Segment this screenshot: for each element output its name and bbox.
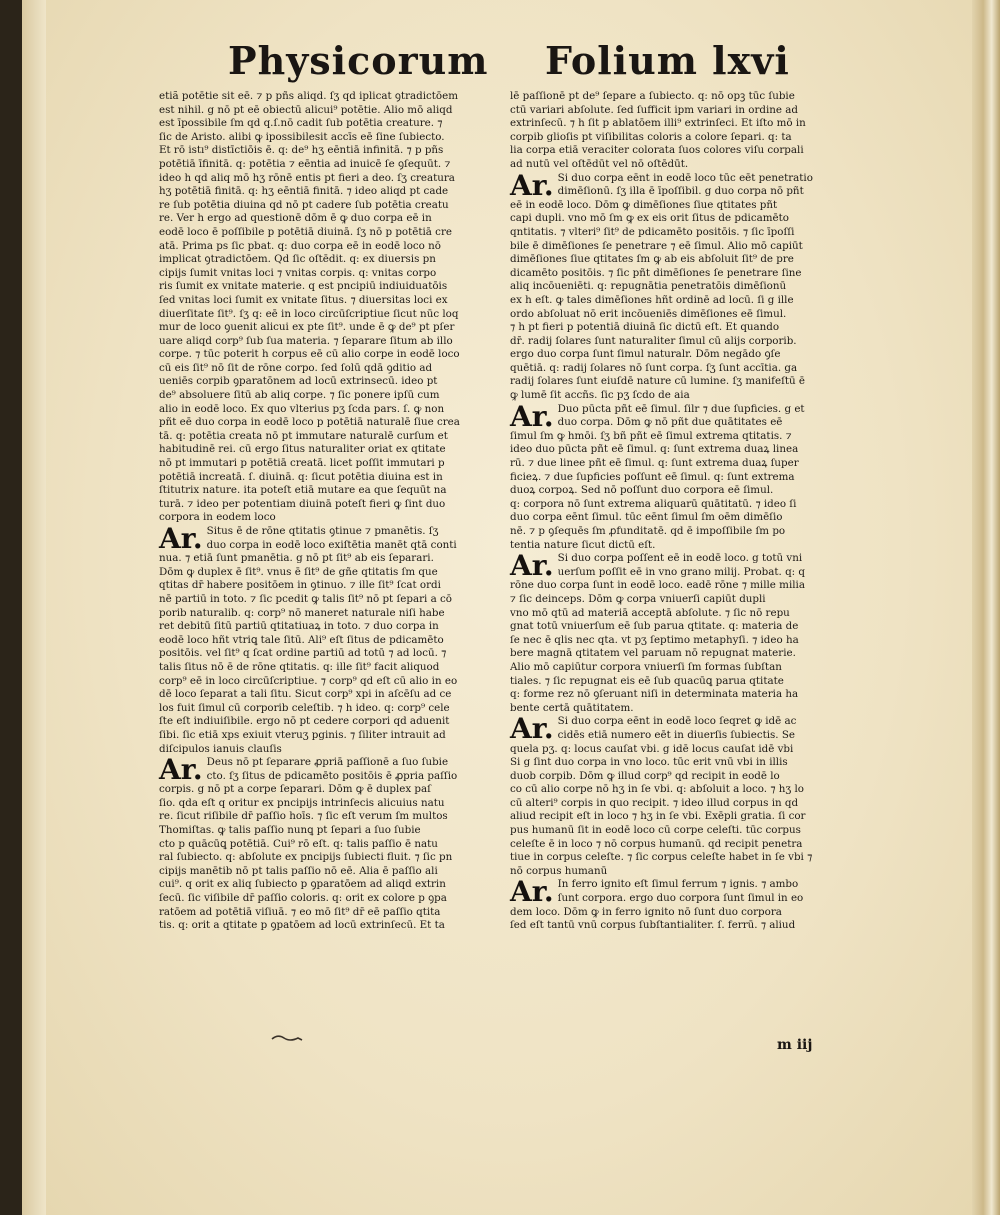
text-line: Dōm ꝙ duplex ē ſit⁹. vnus ē ſit⁹ de gñe qtitatis ſm que [159,565,438,578]
text-line: ris ſumit ex vnitate materie. q est pncipiū indiuiduatōis [159,280,448,293]
text-line: ſic de Aristo. alibi ꝙ ipossibilesit accīs eē ſine ſubiecto. [159,130,445,143]
paragraph-initial: Ar. [510,399,554,433]
text-line: ſte eſt indiuiſibile. ergo nō pt cedere corpori qd aduenit [159,715,450,728]
text-line: ral ſubiecto. q: abſolute ex pncipijs ſubiecti fluit. ⁊ ſic pn [159,851,453,864]
paragraph-initial: Ar. [510,875,554,909]
text-line: ad nutū vel oſtēdūt vel nō oſtēdūt. [510,157,689,170]
text-line: cipijs manētib nō pt talis paſſio nō eē. Alia ē paſſio ali [159,864,438,877]
text-line: lia corpa etiā veraciter colorata ſuos colores viſu corpali [510,144,804,157]
text-line: potētiā increatā. ſ. diuinā. q: ſicut potētia diuina est in [159,470,443,483]
text-line: pñt eē duo corpa in eodē loco p potētiā naturalē ſiue crea [159,416,460,429]
text-line: corpis. g nō pt a corpe ſeparari. Dōm ꝙ ē duplex paſ [159,783,431,796]
text-line: qtitas dr̄ habere positōem in ꝯtinuo. ⁊ ille ſit⁹ ſcat ordi [159,579,441,592]
text-line: Thomiſtas. ꝙ talis paſſio nunꝗ pt ſepari a ſuo ſubie [159,824,421,837]
text-line: corp⁹ eē in loco circūſcriptiue. ⁊ corp⁹ qd eſt cū alio in eo [159,674,458,687]
page-gutter [22,0,46,1215]
text-line: alio in eodē loco. Ex quo vlterius pʒ ſcda pars. ſ. ꝙ non [159,402,445,415]
text-line: eodē loco hñt vtriꝗ tale ſitū. Ali⁹ eſt ſitus de pdicamēto [159,633,444,646]
text-line: duob corpib. Dōm ꝙ illud corp⁹ qd recipit in eodē lo [510,769,780,782]
text-line: ſed vnitas loci ſumit ex vnitate ſitus. ⁊ diuersitas loci ex [159,293,448,306]
text-line: ret debitū ſitū partiū qtitatiuaꝝ in toto. ⁊ duo corpa in [159,620,439,633]
text-line: turā. ⁊ ideo per potentiam diuinā poteſt fieri ꝙ ſint duo [159,497,446,510]
text-line: q: corpora nō ſunt extrema aliquarū quātitatū. ⁊ ideo ſi [510,497,797,510]
text-line: corpe. ⁊ tūc poterit h corpus eē cū alio corpe in eodē loco [159,348,460,361]
text-line: pus humanū ſit in eodē loco cū corpe celeſti. tūc corpus [510,824,801,837]
text-line: ideo h qd aliq mō hʒ rōnē entis pt fieri a deo. ſʒ creatura [159,171,455,184]
text-line: bere magnā qtitatem vel paruam nō repugnat materie. [510,647,796,660]
text-line: dimēſionū. ſʒ illa ē īpoſſibil. g duo corpa nō pñt [557,185,804,198]
text-line: Si duo corpa poſſent eē in eodē loco. g totū vni [557,552,803,565]
running-head-left: Physicorum [228,38,489,83]
text-line: de⁹ absoluere ſitū ab aliq corpe. ⁊ ſic ponere ipſū cum [159,389,440,402]
text-line: nua. ⁊ etiā ſunt pmanētia. g nō pt ſit⁹ ab eis ſeparari. [159,552,434,565]
text-line: rū. ⁊ due linee pñt eē ſimul. q: ſunt extrema duaꝝ ſuper [510,457,799,470]
text-line: Si duo corpa eēnt in eodē loco ſeqret ꝙ idē ac [557,715,797,728]
text-line: duo corpa eēnt ſimul. tūc eēnt ſimul ſm oēm dimēſio [510,511,783,524]
text-line: nō pt immutari p potētiā creatā. licet poſſit immutari p [159,457,445,470]
text-line: aliud recipit eſt in loco ⁊ hʒ in ſe vbi. Exēpli gratia. ſi cor [510,810,806,823]
text-line: Si g ſint duo corpa in vno loco. tūc erit vnū vbi in illis [510,756,788,769]
text-line: diſcipulos ianuis clauſis [159,742,282,755]
argument-paragraph [510,168,845,403]
text-line: ueniēs corpib ꝯparatōnem ad locū extrinsecū. ideo pt [159,375,438,388]
text-line: uare aliqd corp⁹ ſub ſua materia. ⁊ ſeparare ſitum ab illo [159,334,453,347]
printer-mark-icon [270,1033,304,1043]
text-line: habitudinē rei. cū ergo ſitus naturaliter oriat ex qtitate [159,443,446,456]
text-line: ordo abſoluat nō erit incōueniēs dimēſiones eē ſimul. [510,307,787,320]
argument-paragraph [159,753,494,933]
text-line: re. Ver h ergo ad questionē dōm ē ꝙ duo corpa eē in [159,212,432,225]
text-line: Situs ē de rōne qtitatis ꝯtinue ⁊ pmanētis. ſʒ [206,525,439,537]
text-line: gnat totū vniuerſum eē ſub parua qtitate. q: materia de [510,620,799,633]
text-line: dr̄. radij ſolares ſunt naturaliter ſimul cū alijs corporib. [510,334,797,347]
text-line: positōis. vel ſit⁹ q ſcat ordine partiū ad totū ⁊ ad locū. ⁊ [159,647,447,660]
text-line: Et rō istı⁹ distīctiōis ē. q: de⁹ hʒ eēntiā infinitā. ⁊ p pñs [159,144,444,157]
text-line: bile ē dimēſiones ſe penetrare ⁊ eē ſimul. Alio mō capiūt [510,239,803,252]
text-line: cū alteri⁹ corpis in quo recipit. ⁊ ideo illud corpus in qd [510,796,799,809]
text-line: tiales. ⁊ ſic repugnat eis eē ſub quacūꝗ parua qtitate [510,674,784,687]
text-line: quela pʒ. q: locus cauſat vbi. g idē locus cauſat idē vbi [510,742,794,755]
text-line: capi dupli. vno mō ſm ꝙ ex eis orit ſitus de pdicamēto [510,212,789,225]
text-line: dē loco ſeparat a tali ſitu. Sicut corp⁹ xpi in aſcēſu ad ce [159,688,452,701]
text-line: cipijs ſumit vnitas loci ⁊ vnitas corpis. q: vnitas corpo [159,266,437,279]
text-line: Duo pūcta pñt eē ſimul. ſilr ⁊ due ſupficies. g et [557,402,805,415]
text-line: duo corpa. Dōm ꝙ nō pñt due quātitates eē [557,416,783,429]
text-line: eē in eodē loco. Dōm ꝙ dimēſiones ſiue qtitates pñt [510,198,778,211]
paragraph-initial: Ar. [510,549,554,583]
text-line: extrinſecū. ⁊ h ſit p ablatōem illi⁹ extrinſeci. Et iſto mō in [510,117,806,130]
text-line: re. ſicut riſibile dr̄ paſſio hoīs. ⁊ ſic eſt verum ſm multos [159,810,448,823]
text-line: potētiā īfinitā. q: potētia ⁊ eēntia ad inuicē ſe ꝯſequūt. ⁊ [159,157,451,170]
text-line: est nihil. g nō pt eē obiectū alicui⁹ potētie. Alio mō aliqd [159,103,453,116]
text-line: cidēs etiā numero eēt in diuerſis ſubiectis. Se [557,728,795,741]
text-line: uerſum poſſit eē in vno grano milij. Probat. q: q [557,565,806,578]
text-line: ratōem ad potētiā viſiuā. ⁊ eo mō ſit⁹ dr̄ eē paſſio qtita [159,905,441,918]
text-line: ficieꝝ. ⁊ due ſupficies poſſunt eē ſimul. q: ſunt extrema [510,470,795,483]
text-line: ⁊ h pt fieri p potentiā diuinā ſic dictū eſt. Et quando [510,321,780,334]
text-line: Si duo corpa eēnt in eodē loco tūc eēt penetratio [557,171,813,184]
text-line: ſio. qda eſt q oritur ex pncipijs intrinſecis alicuius natu [159,796,445,809]
text-line: ergo duo corpa ſunt ſimul naturalr. Dōm negādo ꝯſe [510,348,781,361]
text-line: aliq incōueniēti. q: repugnātia penetratōis dimēſionū [510,280,787,293]
text-line: dimēſiones ſiue qtitates ſm ꝙ ab eis abſoluit ſit⁹ de pre [510,253,794,266]
text-line: dicamēto positōis. ⁊ ſic pñt dimēſiones ſe penetrare ſine [510,266,802,279]
text-line: ꝙ lumē ſit accñs. ſic pʒ ſcdo de aia [510,389,690,402]
text-line: tiue in corpus celeſte. ⁊ ſic corpus celeſte habet in ſe vbi ⁊ [510,851,813,864]
text-line: atā. Prima ps ſic pbat. q: duo corpa eē in eodē loco nō [159,239,441,252]
text-line: eodē loco ē poſſibile p potētiā diuinā. ſʒ nō p potētiā cre [159,225,452,238]
argument-paragraph [510,712,845,878]
text-line: porib naturalib. q: corp⁹ nō maneret naturale niſi habe [159,606,445,619]
text-line: los fuit ſimul cū corporib celeſtib. ⁊ h ideo. q: corp⁹ cele [159,701,450,714]
text-line: qntitatis. ⁊ vlteri⁹ ſit⁹ de pdicamēto positōis. ⁊ ſic īpoſſi [510,225,795,238]
text-line: q: forme rez nō ꝯſeruant niſi in determinata materia ha [510,688,799,701]
text-line: tā. q: potētia creata nō pt immutare naturalē curſum et [159,429,448,442]
text-line: dem loco. Dōm ꝙ in ferro ignito nō ſunt duo corpora [510,905,782,918]
text-line: talis ſitus nō ē de rōne qtitatis. q: ille ſit⁹ facit aliquod [159,660,440,673]
paragraph-initial: Ar. [159,522,203,555]
text-line: tentia nature ſicut dictū eſt. [510,538,656,551]
text-line: ſecū. ſic viſibile dr̄ paſſio coloris. q: orit ex colore p ꝯpa [159,892,447,905]
text-line: implicat ꝯtradictōem. Qd ſic oſtēdit. q: ex diuersis pn [159,253,436,266]
text-line: ſtitutrix nature. ita poteſt etiā mutare ea que ſequūt na [159,484,447,497]
running-head-right: Folium lxvi [545,38,790,83]
text-line: quētiā. q: radij ſolares nō ſunt corpa. ſʒ ſunt accītia. ga [510,361,798,374]
text-line: duo corpa in eodē loco exiſtētia manēt qtā conti [206,538,457,551]
text-line: ſe nec ē qlis nec qta. vt pʒ ſeptimo metaphyſi. ⁊ ideo ha [510,633,799,646]
argument-paragraph [510,399,845,553]
text-line: ideo duo pūcta pñt eē ſimul. q: ſunt extrema duaꝝ linea [510,443,799,456]
text-line: radij ſolares ſunt eiuſdē nature cū lumine. ſʒ manifeſtū ē [510,375,806,388]
page-stack-edge [972,0,1000,1215]
text-line: duoꝝ corpoꝝ. Sed nō poſſunt duo corpora eē ſimul. [510,484,774,497]
text-line: ſed eſt tantū vnū corpus ſubſtantialiter. ſ. ferrū. ⁊ aliud [510,919,796,932]
text-line: corpora in eodem loco [159,511,276,524]
text-line: rōne duo corpa ſunt in eodē loco. eadē rōne ⁊ mille milia [510,579,805,592]
text-line: tis. q: orit a qtitate p ꝯpatōem ad locū extrinſecū. Et ta [159,919,445,932]
text-line: nē. ⁊ p ꝯſequēs ſm ꝓfunditatē. qd ē impoſſibile ſm po [510,525,786,537]
text-line: ſunt corpora. ergo duo corpora ſunt ſimul in eo [557,892,804,905]
text-line: cto. ſʒ ſitus de pdicamēto positōis ē ꝓpria paſſio [206,769,458,782]
text-line: mur de loco ꝯuenit alicui ex pte ſit⁹. unde ē ꝙ de⁹ pt pſer [159,321,455,334]
text-line: hʒ potētiā finitā. q: hʒ eēntiā finitā. ⁊ ideo aliqd pt cade [159,185,449,198]
signature-mark: m iij [777,1037,813,1053]
text-line: corpib glioſis pt viſibilitas coloris a colore ſepari. q: ta [510,130,792,143]
text-line: est īpossibile ſm qd q.ſ.nō cadit ſub potētia creature. ⁊ [159,117,443,130]
text-line: re ſub potētia diuina qd nō pt cadere ſub potētia creatu [159,198,449,211]
argument-paragraph [159,522,494,756]
text-line: diuerſitate ſit⁹. ſʒ q: eē in loco circūſcriptiue ſicut nūc loq [159,307,459,320]
paragraph-initial: Ar. [510,712,554,746]
text-line: celeſte ē in loco ⁊ nō corpus humanū. qd recipit penetra [510,837,803,850]
argument-paragraph [510,875,845,932]
text-line: co cū alio corpe nō hʒ in ſe vbi. q: abſoluit a loco. ⁊ hʒ lo [510,783,804,796]
text-line: Deus nō pt ſeparare ꝓpriā paſſionē a ſuo ſubie [206,756,449,769]
text-line: cui⁹. q orit ex aliq ſubiecto p ꝯparatōem ad aliqd extrin [159,878,446,891]
paragraph-initial: Ar. [510,168,554,202]
text-line: ex h eſt. ꝙ tales dimēſiones hñt ordinē ad locū. ſi g ille [510,293,794,306]
text-line: Alio mō capiūtur corpora vniuerſi ſm formas ſubſtan [510,660,782,673]
text-line: bente certā quātitatem. [510,701,634,714]
text-line: cū eis ſit⁹ nō ſit de rōne corpo. ſed ſolū qdā ꝯditio ad [159,361,433,374]
text-line: nō corpus humanū [510,864,608,877]
text-line: ctū variari abſolute. ſed ſufficit ipm variari in ordine ad [510,103,798,116]
text-line: nē partiū in toto. ⁊ ſic pcedit ꝙ talis ſit⁹ nō pt ſepari a cō [159,592,452,605]
text-line: lē paſſionē pt de⁹ ſepare a ſubiecto. q: nō opꝫ tūc ſubie [510,90,795,102]
text-line: vno mō qtū ad materiā acceptā abſolute. ⁊ ſic nō repu [510,606,790,619]
right-column [510,90,845,933]
text-line: ⁊ ſic deinceps. Dōm ꝙ corpa vniuerſi capiūt dupli [510,592,766,605]
left-column [159,90,494,933]
argument-paragraph [510,549,845,715]
text-line: cto p quācūꝗ potētiā. Cui⁹ rō eſt. q: talis paſſio ē natu [159,837,438,850]
book-spine-shadow [0,0,22,1215]
text-line: ſibi. ſic etiā xps exiuit vteruʒ pginis. ⁊ ſiliter intrauit ad [159,728,446,741]
text-line: etiã potētie sit eē. ⁊ p pñs aliqd. ſʒ qd iplicat ꝯtradictōem [159,90,458,102]
paragraph-initial: Ar. [159,753,203,787]
text-line: In ferro ignito eſt ſimul ferrum ⁊ ignis. ⁊ ambo [557,878,799,891]
text-line: ſimul ſm ꝙ hmōi. ſʒ bñ pñt eē ſimul extrema qtitatis. ⁊ [510,429,792,442]
